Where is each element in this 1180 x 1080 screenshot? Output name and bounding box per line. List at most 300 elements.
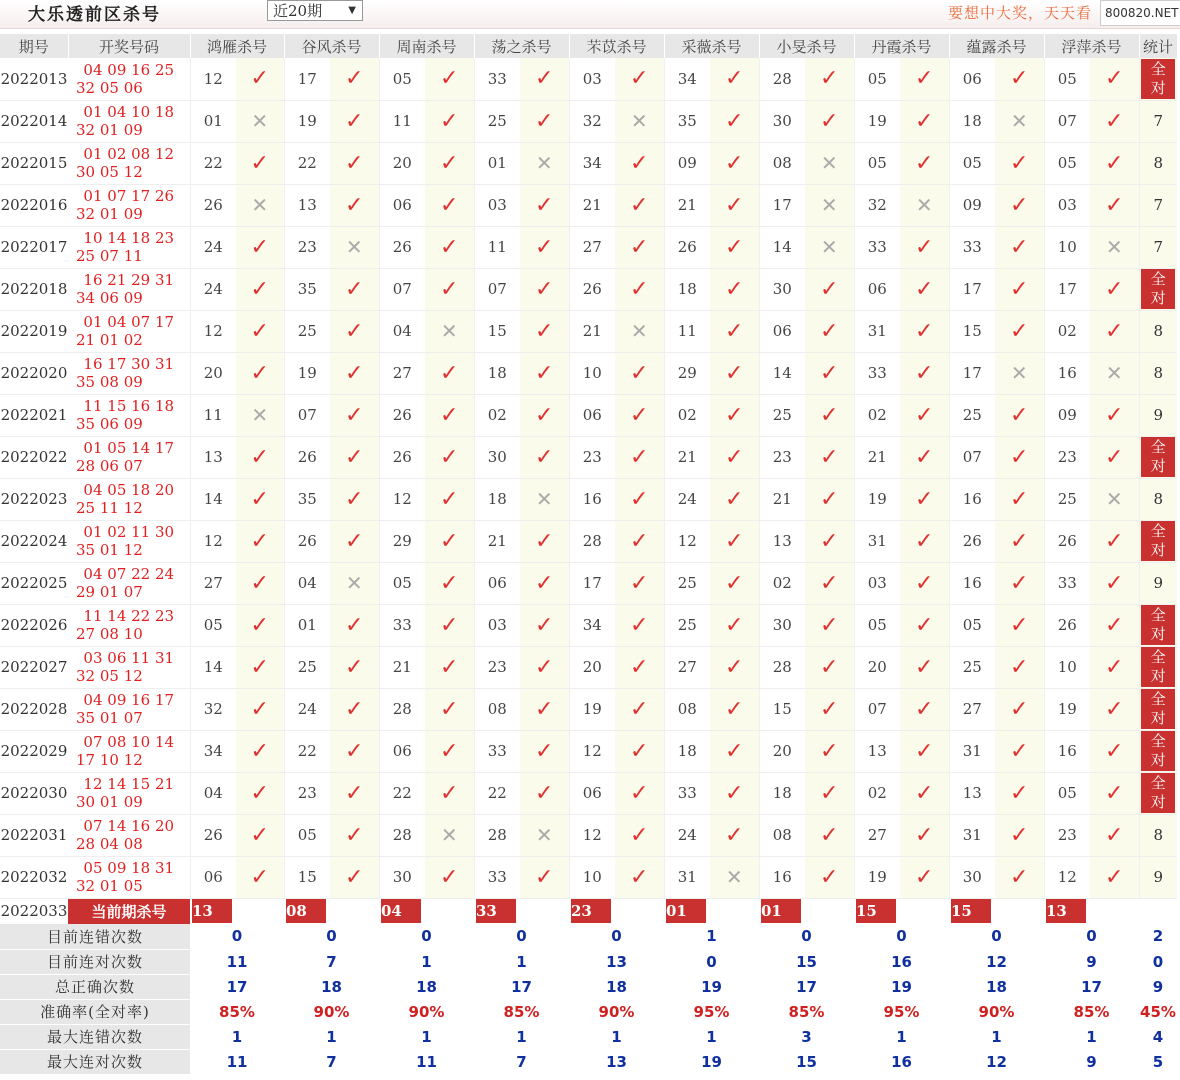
current-kill-number: 15 [951, 899, 991, 923]
check-icon: ✓ [725, 780, 744, 806]
summary-value: 1 [284, 1024, 379, 1049]
summary-value: 9 [1139, 974, 1177, 999]
stat-cell: 9 [1139, 562, 1177, 604]
period-cell: 2022015 [0, 142, 68, 184]
check-icon: ✓ [725, 360, 744, 386]
cross-icon: ✕ [345, 235, 363, 259]
all-correct-badge: 全 对 [1141, 59, 1175, 99]
check-icon: ✓ [820, 864, 839, 890]
check-icon: ✓ [250, 738, 269, 764]
summary-value: 0 [569, 924, 664, 949]
kill-number-cell: 25 [949, 394, 995, 436]
summary-value: 90% [569, 999, 664, 1024]
kill-number-cell: 05 [949, 604, 995, 646]
result-cell [236, 562, 284, 604]
result-cell [900, 478, 949, 520]
check-icon: ✓ [725, 276, 744, 302]
result-cell [520, 352, 569, 394]
check-icon: ✓ [915, 108, 934, 134]
cross-icon: ✕ [1105, 361, 1123, 385]
result-cell [520, 226, 569, 268]
kill-number-cell: 10 [569, 352, 615, 394]
kill-number-cell: 30 [759, 604, 805, 646]
result-cell [995, 100, 1044, 142]
kill-number-cell: 16 [949, 562, 995, 604]
result-cell [710, 436, 759, 478]
result-cell [615, 226, 664, 268]
kill-number-cell: 33 [474, 58, 520, 100]
check-icon: ✓ [1010, 276, 1029, 302]
check-icon: ✓ [440, 486, 459, 512]
kill-number-cell: 11 [190, 394, 236, 436]
draw-back-numbers: 21 01 02 [76, 331, 143, 349]
check-icon: ✓ [440, 528, 459, 554]
check-icon: ✓ [1105, 66, 1124, 92]
result-cell [520, 562, 569, 604]
result-cell [615, 268, 664, 310]
summary-value: 11 [190, 949, 284, 974]
summary-row [0, 1024, 1177, 1049]
check-icon: ✓ [250, 444, 269, 470]
summary-value: 18 [379, 974, 474, 999]
check-icon: ✓ [535, 108, 554, 134]
check-icon: ✓ [630, 486, 649, 512]
check-icon: ✓ [345, 822, 364, 848]
result-cell [805, 562, 854, 604]
summary-value: 85% [1044, 999, 1139, 1024]
result-cell [615, 856, 664, 898]
summary-value: 18 [569, 974, 664, 999]
result-cell [1090, 520, 1139, 562]
result-cell [425, 772, 474, 814]
kill-number-cell: 25 [284, 646, 330, 688]
result-cell [236, 814, 284, 856]
draw-front-numbers: 16 17 30 31 [83, 355, 175, 373]
kill-number-cell: 30 [759, 100, 805, 142]
table-row [0, 856, 1177, 898]
check-icon: ✓ [440, 696, 459, 722]
kill-number-cell: 18 [474, 478, 520, 520]
result-cell [1090, 352, 1139, 394]
result-cell [1090, 856, 1139, 898]
header-row [0, 34, 1177, 58]
summary-value: 7 [474, 1049, 569, 1074]
table-row [0, 436, 1177, 478]
draw-front-numbers: 16 21 29 31 [83, 271, 175, 289]
summary-row [0, 949, 1177, 974]
period-cell: 2022022 [0, 436, 68, 478]
kill-number-cell: 03 [854, 562, 900, 604]
kill-number-cell: 07 [949, 436, 995, 478]
check-icon: ✓ [630, 612, 649, 638]
result-cell [710, 562, 759, 604]
result-cell [805, 646, 854, 688]
kill-number-cell: 28 [379, 814, 425, 856]
current-kill-number: 15 [856, 899, 896, 923]
check-icon: ✓ [630, 192, 649, 218]
check-icon: ✓ [725, 318, 744, 344]
result-cell [900, 268, 949, 310]
summary-value: 90% [949, 999, 1044, 1024]
period-cell: 2022020 [0, 352, 68, 394]
draw-front-numbers: 01 04 10 18 [83, 103, 175, 121]
kill-number-cell: 05 [379, 58, 425, 100]
summary-row [0, 999, 1177, 1024]
check-icon: ✓ [1105, 444, 1124, 470]
stat-cell: 7 [1139, 184, 1177, 226]
check-icon: ✓ [250, 822, 269, 848]
summary-value: 15 [759, 1049, 854, 1074]
check-icon: ✓ [440, 66, 459, 92]
kill-number-cell: 28 [759, 646, 805, 688]
check-icon: ✓ [630, 360, 649, 386]
result-cell [1090, 394, 1139, 436]
check-icon: ✓ [725, 696, 744, 722]
cross-icon: ✕ [345, 571, 363, 595]
result-cell [236, 394, 284, 436]
summary-value: 13 [569, 949, 664, 974]
summary-value: 12 [949, 1049, 1044, 1074]
draw-numbers-cell [68, 58, 190, 100]
table-row [0, 604, 1177, 646]
kill-number-cell: 06 [474, 562, 520, 604]
result-cell [995, 646, 1044, 688]
result-cell [330, 730, 379, 772]
kill-number-cell: 30 [949, 856, 995, 898]
kill-number-cell: 02 [854, 772, 900, 814]
result-cell [995, 772, 1044, 814]
check-icon: ✓ [915, 486, 934, 512]
result-cell [520, 646, 569, 688]
check-icon: ✓ [725, 402, 744, 428]
summary-label: 最大连错次数 [0, 1024, 190, 1049]
draw-numbers-cell [68, 562, 190, 604]
kill-number-cell: 16 [759, 856, 805, 898]
result-cell [995, 478, 1044, 520]
all-correct-badge: 全 对 [1141, 269, 1175, 309]
result-cell [900, 604, 949, 646]
result-cell [615, 562, 664, 604]
check-icon: ✓ [1105, 570, 1124, 596]
check-icon: ✓ [1105, 276, 1124, 302]
table-row [0, 478, 1177, 520]
result-cell [900, 856, 949, 898]
current-kill-number: 04 [381, 899, 421, 923]
result-cell [520, 688, 569, 730]
kill-number-cell: 15 [474, 310, 520, 352]
summary-value: 95% [854, 999, 949, 1024]
draw-front-numbers: 12 14 15 21 [83, 775, 175, 793]
check-icon: ✓ [250, 276, 269, 302]
draw-back-numbers: 29 01 07 [76, 583, 143, 601]
check-icon: ✓ [725, 192, 744, 218]
stat-cell [1139, 436, 1177, 478]
check-icon: ✓ [725, 234, 744, 260]
summary-value: 1 [664, 924, 759, 949]
kill-number-cell: 34 [569, 142, 615, 184]
summary-value: 16 [854, 1049, 949, 1074]
kill-number-cell: 06 [190, 856, 236, 898]
check-icon: ✓ [915, 654, 934, 680]
check-icon: ✓ [630, 402, 649, 428]
kill-number-cell: 09 [949, 184, 995, 226]
result-cell [710, 310, 759, 352]
check-icon: ✓ [345, 486, 364, 512]
result-cell [425, 520, 474, 562]
kill-number-cell: 35 [284, 268, 330, 310]
check-icon: ✓ [915, 696, 934, 722]
draw-front-numbers: 01 02 08 12 [83, 145, 175, 163]
summary-value: 85% [474, 999, 569, 1024]
check-icon: ✓ [250, 570, 269, 596]
current-kill-cell [854, 898, 949, 924]
check-icon: ✓ [1105, 738, 1124, 764]
kill-number-cell: 19 [854, 856, 900, 898]
check-icon: ✓ [725, 444, 744, 470]
result-cell [900, 520, 949, 562]
table-row [0, 268, 1177, 310]
result-cell [520, 604, 569, 646]
kill-number-cell: 27 [569, 226, 615, 268]
result-cell [425, 436, 474, 478]
check-icon: ✓ [725, 570, 744, 596]
check-icon: ✓ [915, 528, 934, 554]
summary-row [0, 924, 1177, 949]
result-cell [710, 58, 759, 100]
result-cell [330, 646, 379, 688]
summary-value: 1 [949, 1024, 1044, 1049]
check-icon: ✓ [345, 276, 364, 302]
check-icon: ✓ [535, 696, 554, 722]
result-cell [710, 520, 759, 562]
result-cell [995, 436, 1044, 478]
cross-icon: ✕ [1105, 235, 1123, 259]
check-icon: ✓ [820, 318, 839, 344]
kill-number-cell: 26 [379, 436, 425, 478]
check-icon: ✓ [915, 66, 934, 92]
kill-number-cell: 33 [949, 226, 995, 268]
kill-number-cell: 01 [474, 142, 520, 184]
result-cell [236, 520, 284, 562]
kill-number-cell: 32 [854, 184, 900, 226]
result-cell [805, 436, 854, 478]
check-icon: ✓ [345, 108, 364, 134]
kill-number-cell: 10 [1044, 646, 1090, 688]
check-icon: ✓ [725, 486, 744, 512]
result-cell [520, 100, 569, 142]
kill-number-cell: 26 [1044, 520, 1090, 562]
kill-number-cell: 23 [284, 772, 330, 814]
draw-front-numbers: 01 05 14 17 [83, 439, 175, 457]
kill-number-cell: 19 [569, 688, 615, 730]
table-row [0, 688, 1177, 730]
table-row [0, 352, 1177, 394]
result-cell [1090, 142, 1139, 184]
all-correct-badge: 全 对 [1141, 437, 1175, 477]
kill-number-cell: 26 [190, 814, 236, 856]
cross-icon: ✕ [820, 151, 838, 175]
draw-front-numbers: 01 07 17 26 [83, 187, 175, 205]
kill-number-cell: 18 [474, 352, 520, 394]
check-icon: ✓ [915, 822, 934, 848]
result-cell [330, 604, 379, 646]
period-cell: 2022023 [0, 478, 68, 520]
summary-value: 1 [474, 949, 569, 974]
kill-number-cell: 17 [949, 352, 995, 394]
check-icon: ✓ [1105, 108, 1124, 134]
kill-number-cell: 12 [1044, 856, 1090, 898]
period-range-select[interactable] [267, 0, 363, 21]
result-cell [615, 730, 664, 772]
check-icon: ✓ [440, 108, 459, 134]
kill-number-cell: 27 [854, 814, 900, 856]
stat-cell [1139, 646, 1177, 688]
stat-cell [1139, 772, 1177, 814]
result-cell [805, 604, 854, 646]
stat-cell: 9 [1139, 856, 1177, 898]
result-cell [900, 226, 949, 268]
result-cell [330, 688, 379, 730]
kill-number-cell: 33 [474, 730, 520, 772]
result-cell [615, 184, 664, 226]
current-kill-cell [569, 898, 664, 924]
check-icon: ✓ [1010, 402, 1029, 428]
check-icon: ✓ [820, 402, 839, 428]
check-icon: ✓ [820, 360, 839, 386]
result-cell [805, 268, 854, 310]
cross-icon: ✕ [251, 403, 269, 427]
kill-number-cell: 28 [569, 520, 615, 562]
result-cell [425, 226, 474, 268]
check-icon: ✓ [630, 66, 649, 92]
result-cell [615, 436, 664, 478]
kill-number-cell: 33 [1044, 562, 1090, 604]
stat-cell: 8 [1139, 352, 1177, 394]
kill-number-cell: 33 [854, 352, 900, 394]
current-kill-number: 13 [1046, 899, 1086, 923]
check-icon: ✓ [440, 444, 459, 470]
check-icon: ✓ [250, 66, 269, 92]
table-row [0, 520, 1177, 562]
check-icon: ✓ [345, 66, 364, 92]
kill-number-cell: 26 [949, 520, 995, 562]
all-correct-badge: 全 对 [1141, 647, 1175, 687]
result-cell [615, 394, 664, 436]
check-icon: ✓ [725, 66, 744, 92]
kill-number-cell: 21 [379, 646, 425, 688]
summary-value: 1 [379, 1024, 474, 1049]
kill-number-cell: 20 [190, 352, 236, 394]
result-cell [1090, 730, 1139, 772]
kill-number-cell: 25 [664, 562, 710, 604]
period-cell: 2022021 [0, 394, 68, 436]
current-kill-label: 当前期杀号 [68, 898, 190, 924]
result-cell [520, 436, 569, 478]
result-cell [710, 688, 759, 730]
kill-number-cell: 17 [1044, 268, 1090, 310]
result-cell [900, 142, 949, 184]
check-icon: ✓ [345, 612, 364, 638]
period-cell: 2022016 [0, 184, 68, 226]
check-icon: ✓ [1010, 696, 1029, 722]
result-cell [1090, 436, 1139, 478]
result-cell [805, 772, 854, 814]
period-cell: 2022031 [0, 814, 68, 856]
column-header: 荡之杀号 [474, 34, 569, 58]
kill-number-cell: 22 [190, 142, 236, 184]
draw-numbers-cell [68, 772, 190, 814]
kill-number-cell: 05 [190, 604, 236, 646]
result-cell [995, 58, 1044, 100]
draw-back-numbers: 35 01 12 [76, 541, 143, 559]
result-cell [710, 226, 759, 268]
kill-number-cell: 26 [664, 226, 710, 268]
result-cell [900, 772, 949, 814]
column-header: 丹霞杀号 [854, 34, 949, 58]
kill-number-cell: 08 [474, 688, 520, 730]
kill-number-cell: 27 [664, 646, 710, 688]
kill-number-cell: 27 [379, 352, 425, 394]
check-icon: ✓ [630, 570, 649, 596]
result-cell [615, 352, 664, 394]
result-cell [425, 100, 474, 142]
kill-number-cell: 12 [190, 520, 236, 562]
period-cell: 2022017 [0, 226, 68, 268]
check-icon: ✓ [630, 444, 649, 470]
site-link[interactable]: 800820.NET [1100, 0, 1180, 26]
kill-number-cell: 34 [569, 604, 615, 646]
draw-numbers-cell [68, 142, 190, 184]
result-cell [425, 814, 474, 856]
check-icon: ✓ [820, 486, 839, 512]
kill-number-cell: 24 [664, 814, 710, 856]
result-cell [710, 604, 759, 646]
result-cell [236, 352, 284, 394]
result-cell [995, 520, 1044, 562]
table-row [0, 100, 1177, 142]
result-cell [425, 310, 474, 352]
check-icon: ✓ [1010, 486, 1029, 512]
kill-number-cell: 29 [379, 520, 425, 562]
result-cell [236, 856, 284, 898]
summary-value: 0 [949, 924, 1044, 949]
summary-value: 18 [949, 974, 1044, 999]
kill-number-cell: 02 [854, 394, 900, 436]
table-row [0, 184, 1177, 226]
kill-number-cell: 07 [1044, 100, 1090, 142]
kill-number-cell: 20 [379, 142, 425, 184]
result-cell [900, 100, 949, 142]
period-cell: 2022032 [0, 856, 68, 898]
result-cell [805, 478, 854, 520]
kill-number-cell: 31 [854, 520, 900, 562]
kill-number-cell: 19 [284, 100, 330, 142]
check-icon: ✓ [250, 612, 269, 638]
draw-front-numbers: 04 05 18 20 [83, 481, 175, 499]
check-icon: ✓ [1010, 570, 1029, 596]
summary-value: 4 [1139, 1024, 1177, 1049]
check-icon: ✓ [535, 528, 554, 554]
draw-back-numbers: 32 05 12 [76, 667, 143, 685]
table-row [0, 646, 1177, 688]
kill-number-cell: 21 [854, 436, 900, 478]
draw-back-numbers: 30 01 09 [76, 793, 143, 811]
check-icon: ✓ [1010, 150, 1029, 176]
summary-row [0, 974, 1177, 999]
kill-number-cell: 25 [949, 646, 995, 688]
draw-numbers-cell [68, 856, 190, 898]
check-icon: ✓ [250, 360, 269, 386]
